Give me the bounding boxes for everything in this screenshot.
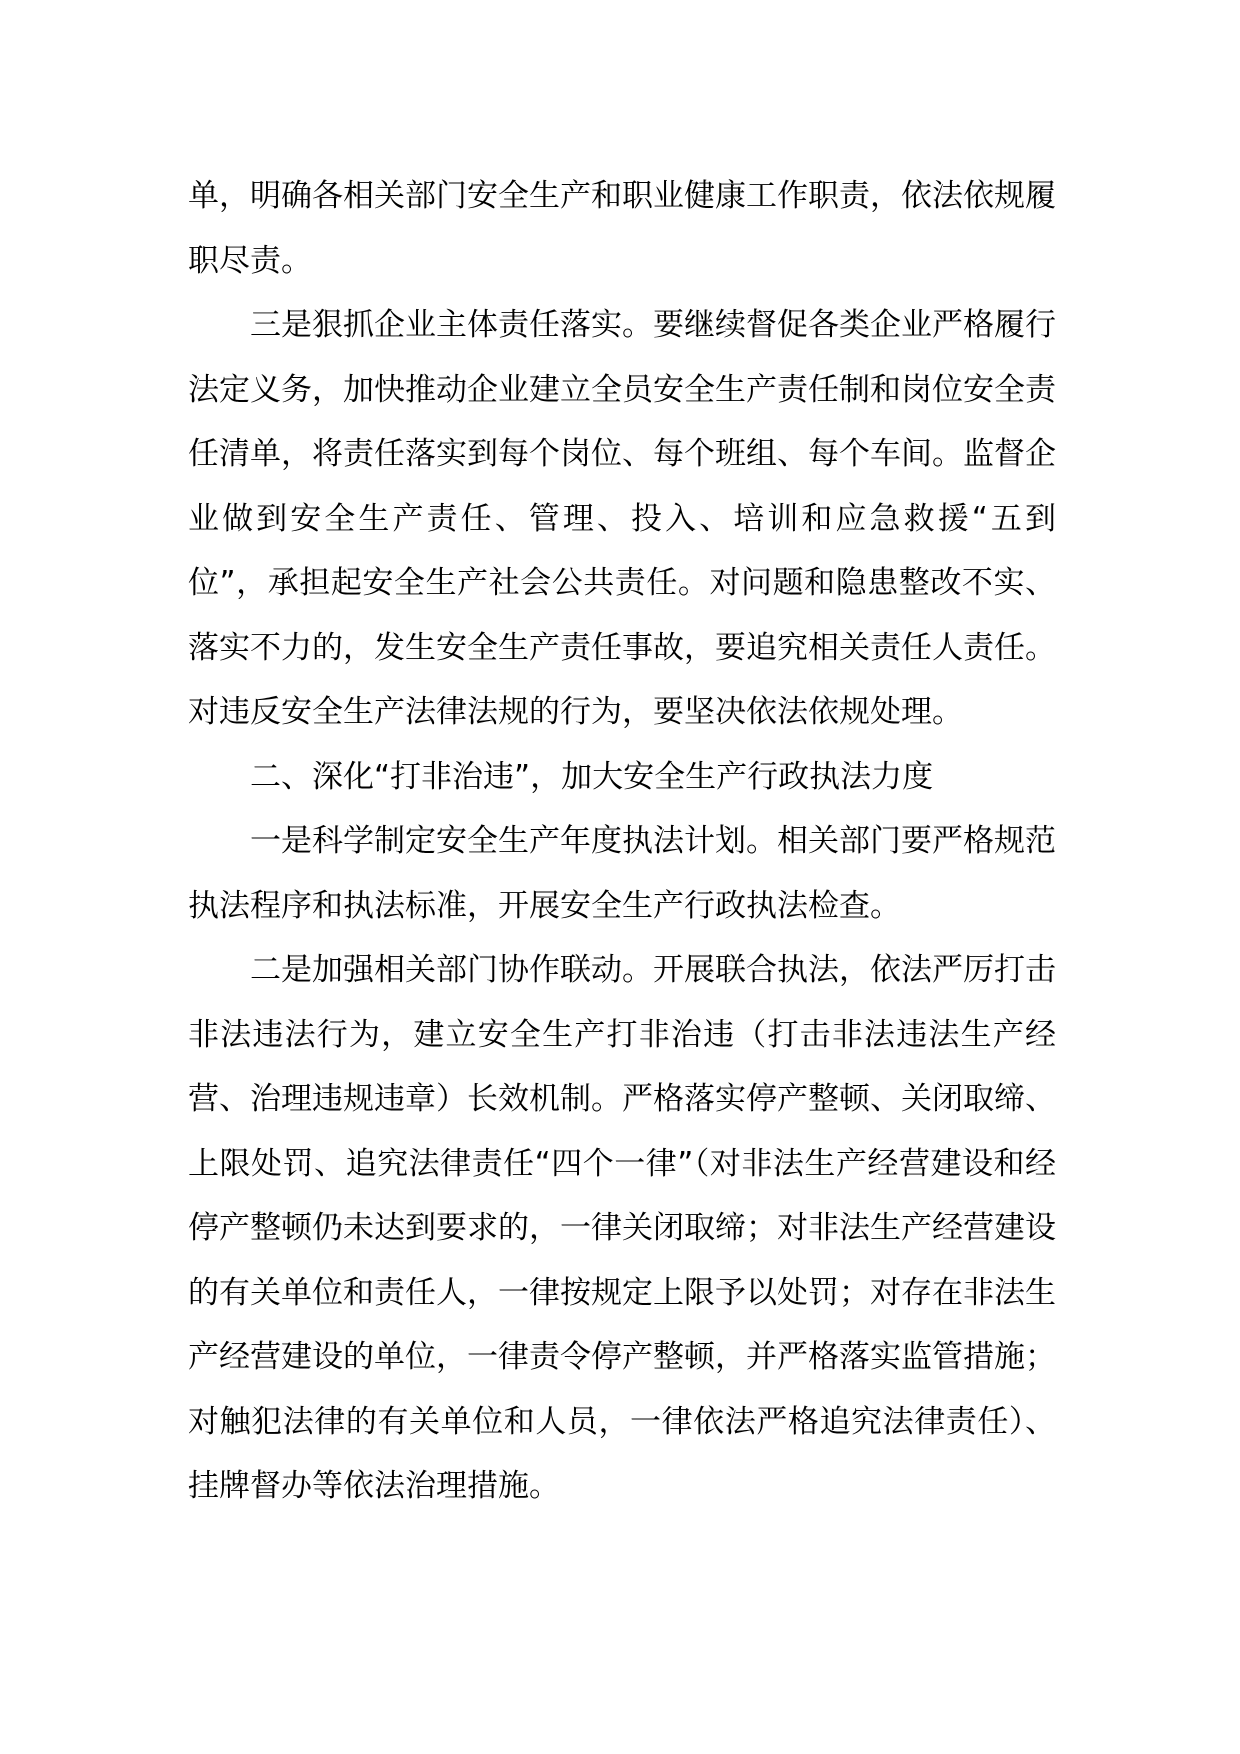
paragraph-4: 二是加强相关部门协作联动。开展联合执法，依法严厉打击非法违法行为，建立安全生产打非治违（打击非法违法生产经营、治理违规违章）长效机制。严格落实停产整顿、关闭取缔、上限处罚、追究法律责任“四个一律”（对非法生产经营建设和经停产整顿仍未达到要求的，一律关闭取缔；对非法生产经营建设的有关单位和责任人，一律按规定上限予以处罚；对存在非法生产经营建设的单位，一律责令停产整顿，并严格落实监管措施；对触犯法律的有关单位和人员，一律依法严格追究法律责任）、挂牌督办等依法治理措施。: [188, 952, 1056, 1504]
paragraph-3: 一是科学制定安全生产年度执法计划。相关部门要严格规范执法程序和执法标准，开展安全生产行政执法检查。: [188, 823, 1056, 924]
section-heading: 二、深化“打非治违”，加大安全生产行政执法力度: [250, 758, 934, 795]
paragraph-2: 三是狠抓企业主体责任落实。要继续督促各类企业严格履行法定义务，加快推动企业建立全员安全生产责任制和岗位安全责任清单，将责任落实到每个岗位、每个班组、每个车间。监督企业做到安全生产责任、管理、投入、培训和应急救援“五到位”，承担起安全生产社会公共责任。对问题和隐患整改不实、落实不力的，发生安全生产责任事故，要追究相关责任人责任。对违反安全生产法律法规的行为，要坚决依法依规处理。: [188, 307, 1056, 730]
paragraph-1: 单，明确各相关部门安全生产和职业健康工作职责，依法依规履职尽责。: [188, 178, 1056, 279]
document-body: [188, 164, 1056, 1519]
